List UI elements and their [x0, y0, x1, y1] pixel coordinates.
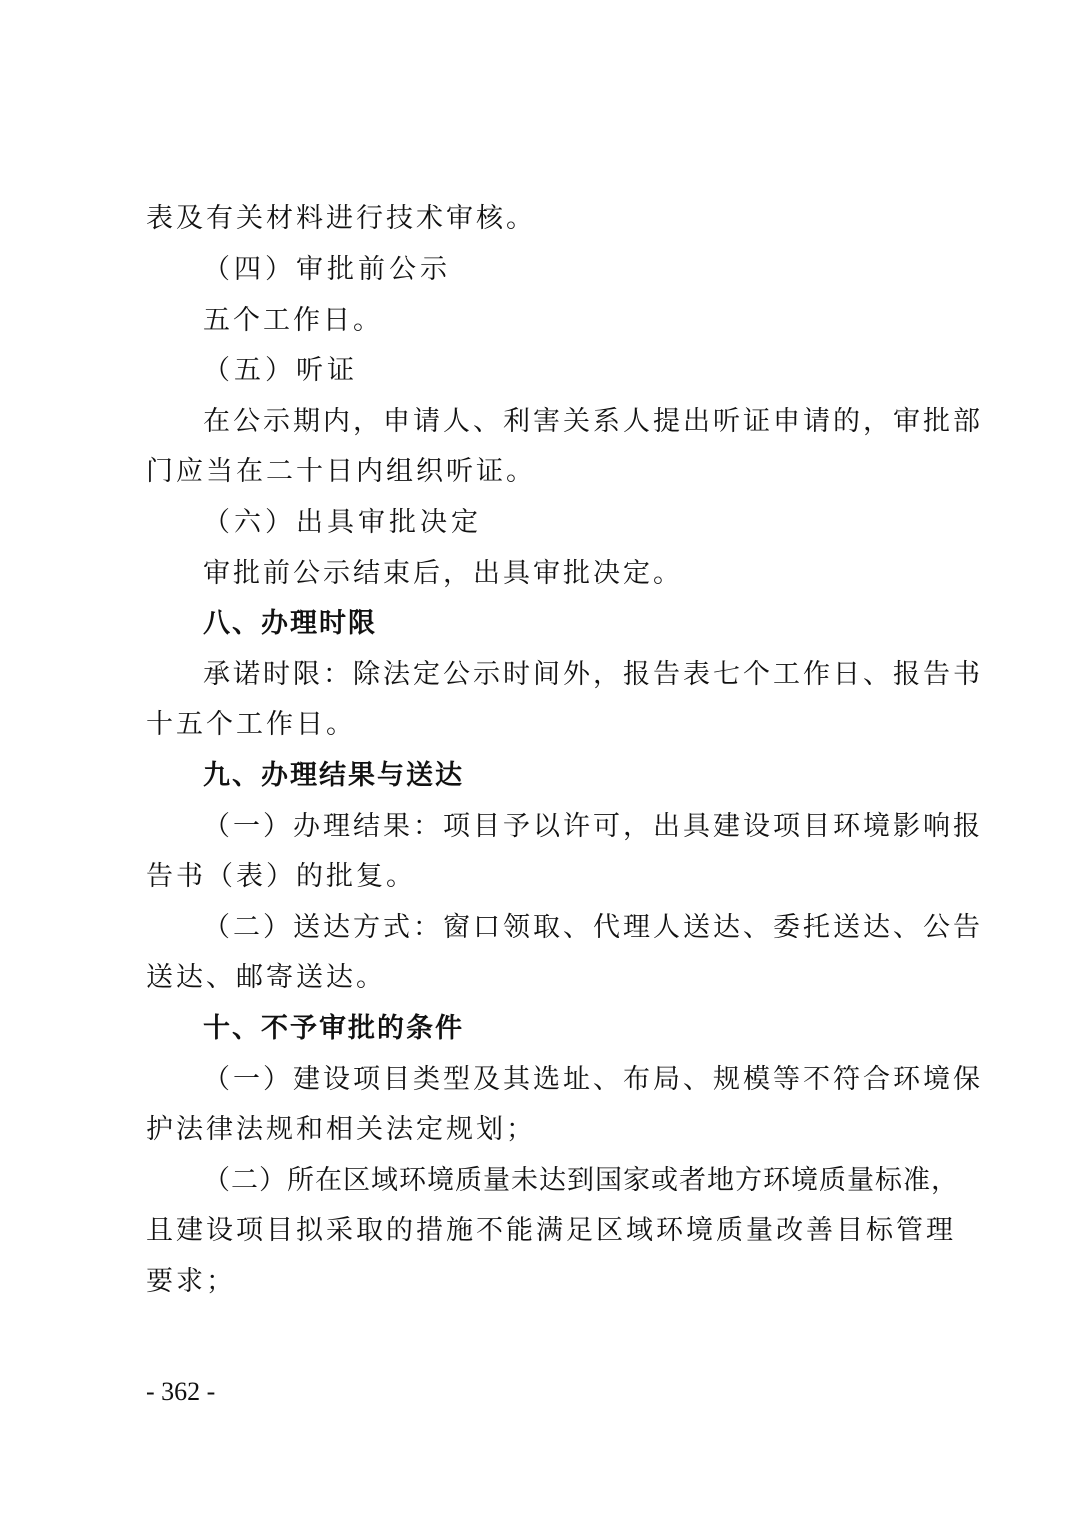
body-text-line: 十五个工作日。: [146, 709, 356, 740]
body-text-line: 表及有关材料进行技术审核。: [146, 203, 536, 234]
body-text-line: 且建设项目拟采取的措施不能满足区域环境质量改善目标管理: [146, 1215, 956, 1246]
body-text-line: （一）办理结果：项目予以许可，出具建设项目环境影响报: [203, 811, 983, 842]
body-text-line: 护法律法规和相关法定规划；: [146, 1114, 536, 1145]
body-text-line: 要求；: [146, 1266, 236, 1297]
body-text-line: 在公示期内，申请人、利害关系人提出听证申请的，审批部: [203, 406, 983, 437]
subsection-heading: （四）审批前公示: [203, 254, 451, 285]
body-text-line: （一）建设项目类型及其选址、布局、规模等不符合环境保: [203, 1064, 983, 1095]
body-text-line: 门应当在二十日内组织听证。: [146, 456, 536, 487]
body-text-line: 五个工作日。: [203, 305, 383, 336]
body-text-line: 审批前公示结束后，出具审批决定。: [203, 558, 683, 589]
body-text-line: 送达、邮寄送达。: [146, 962, 386, 993]
body-text-line: （二）送达方式：窗口领取、代理人送达、委托送达、公告: [203, 912, 983, 943]
body-text-line: 承诺时限：除法定公示时间外，报告表七个工作日、报告书: [203, 659, 983, 690]
page-number: - 362 -: [146, 1377, 216, 1406]
section-heading: 八、办理时限: [203, 608, 377, 639]
subsection-heading: （六）出具审批决定: [203, 507, 482, 538]
section-heading: 九、办理结果与送达: [203, 760, 464, 791]
section-heading: 十、不予审批的条件: [203, 1013, 464, 1044]
body-text-line: 告书（表）的批复。: [146, 861, 416, 892]
body-text-line: （二）所在区域环境质量未达到国家或者地方环境质量标准，: [203, 1165, 959, 1196]
subsection-heading: （五）听证: [203, 355, 358, 386]
